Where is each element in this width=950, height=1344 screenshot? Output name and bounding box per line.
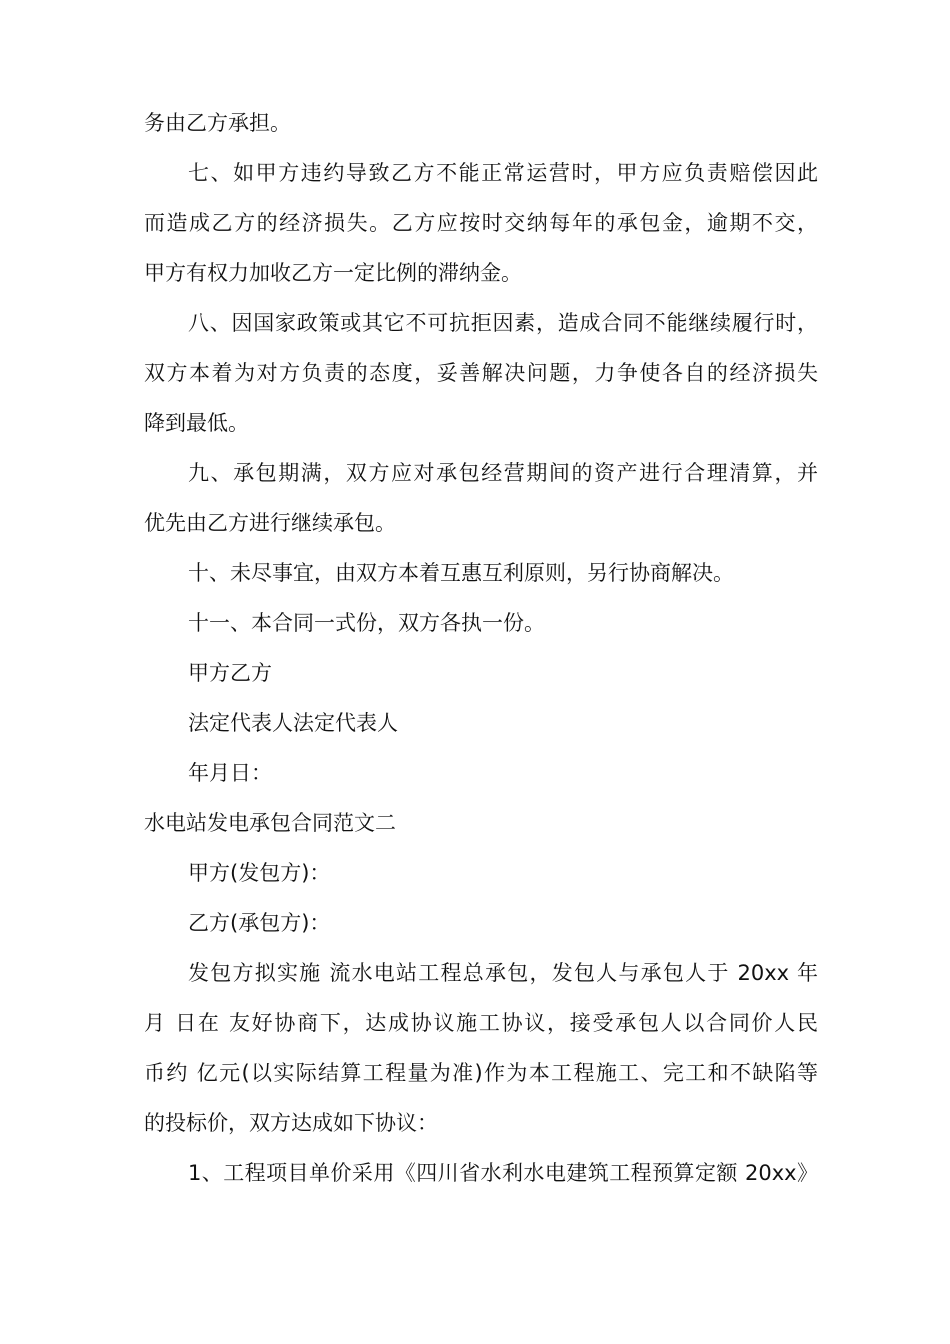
text-line: 发包方拟实施 流水电站工程总承包，发包人与承包人于 20xx 年 <box>188 961 818 985</box>
text-line: 月 日在 友好协商下，达成协议施工协议，接受承包人以合同价人民 <box>144 1011 818 1035</box>
text-line: 币约 亿元(以实际结算工程量为准)作为本工程施工、完工和不缺陷等 <box>144 1061 818 1085</box>
text-line: 七、如甲方违约导致乙方不能正常运营时，甲方应负责赔偿因此 <box>188 161 818 185</box>
text-line: 务由乙方承担。 <box>144 111 291 135</box>
signature-representatives: 法定代表人法定代表人 <box>188 711 398 735</box>
text-line: 1、工程项目单价采用《四川省水利水电建筑工程预算定额 20xx》 <box>188 1161 818 1185</box>
text-line: 十一、本合同一式份，双方各执一份。 <box>188 611 545 635</box>
signature-parties: 甲方乙方 <box>188 661 272 685</box>
text-line: 甲方有权力加收乙方一定比例的滞纳金。 <box>144 261 522 285</box>
text-line: 八、因国家政策或其它不可抗拒因素，造成合同不能继续履行时， <box>188 311 818 335</box>
section-title: 水电站发电承包合同范文二 <box>144 811 396 835</box>
text-line: 十、未尽事宜，由双方本着互惠互利原则，另行协商解决。 <box>188 561 734 585</box>
text-line: 双方本着为对方负责的态度，妥善解决问题，力争使各自的经济损失 <box>144 361 818 385</box>
text-line: 优先由乙方进行继续承包。 <box>144 511 396 535</box>
text-line: 降到最低。 <box>144 411 249 435</box>
text-line: 而造成乙方的经济损失。乙方应按时交纳每年的承包金，逾期不交， <box>144 211 818 235</box>
party-b: 乙方(承包方)： <box>188 911 331 935</box>
signature-date: 年月日： <box>188 761 272 785</box>
text-line: 九、承包期满，双方应对承包经营期间的资产进行合理清算，并 <box>188 461 818 485</box>
party-a: 甲方(发包方)： <box>188 861 331 885</box>
document-body <box>144 98 818 1198</box>
text-line: 的投标价，双方达成如下协议： <box>144 1111 438 1135</box>
